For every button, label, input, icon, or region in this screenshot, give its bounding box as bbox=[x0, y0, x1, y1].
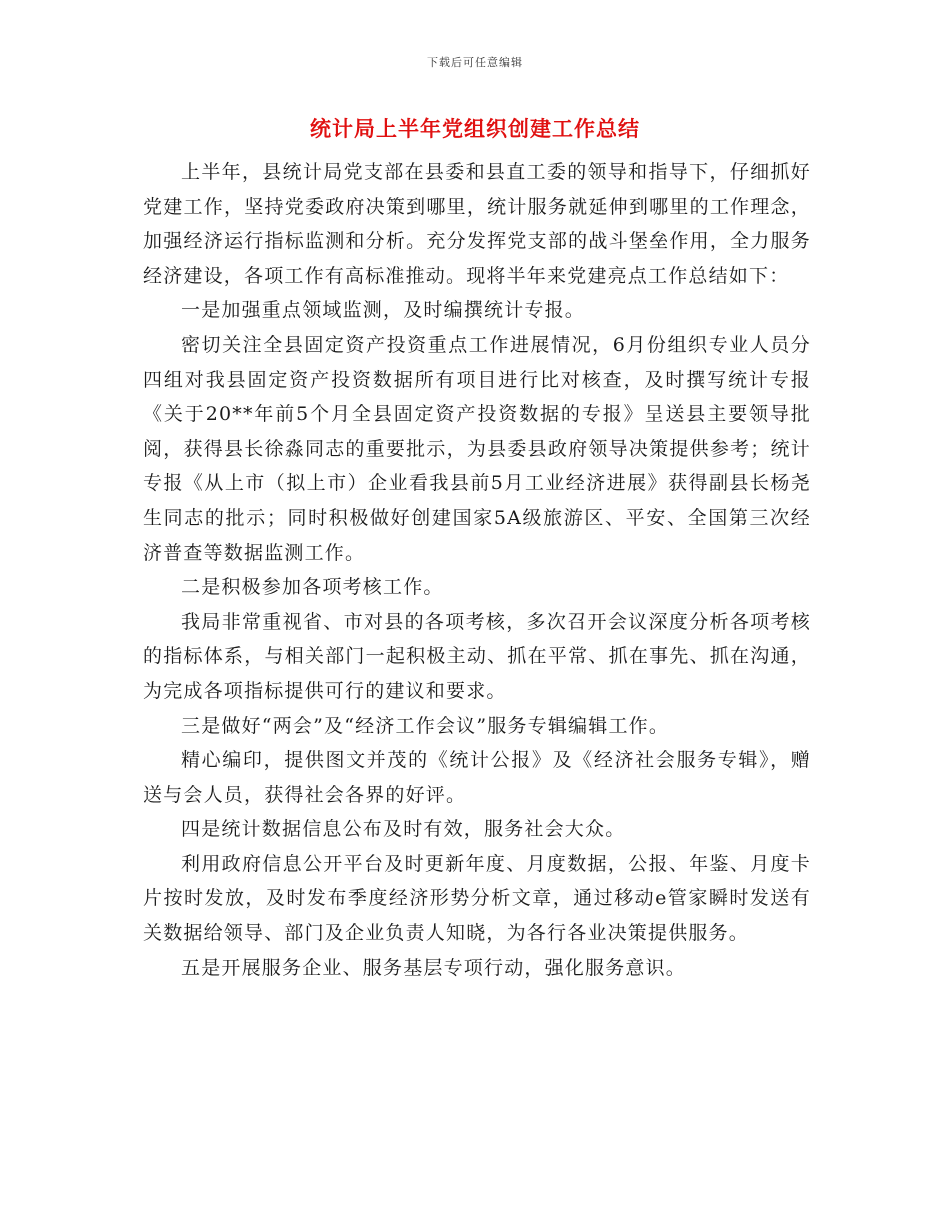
document-body bbox=[143, 155, 811, 985]
section-heading-5: 五是开展服务企业、服务基层专项行动，强化服务意识。 bbox=[181, 956, 687, 979]
paragraph-section-1: 密切关注全县固定资产投资重点工作进展情况，6月份组织专业人员分四组对我县固定资产投资数据所有项目进行比对核查，及时撰写统计专报《关于20**年前5个月全县固定资产投资数据的专报》呈送县主要领导批阅，获得县长徐淼同志的重要批示，为县委县政府领导决策提供参考；统计专报《从上市（拟上市）企业看我县前5月工业经济进展》获得副县长杨尧生同志的批示；同时积极做好创建国家5A级旅游区、平安、全国第三次经济普查等数据监测工作。 bbox=[143, 333, 811, 564]
section-heading-3: 三是做好“两会”及“经济工作会议”服务专辑编辑工作。 bbox=[181, 714, 670, 737]
paragraph-section-4: 利用政府信息公开平台及时更新年度、月度数据，公报、年鉴、月度卡片按时发放，及时发布季度经济形势分析文章，通过移动e管家瞬时发送有关数据给领导、部门及企业负责人知晓，为各行各业决策提供服务。 bbox=[143, 852, 811, 945]
paragraph-intro: 上半年，县统计局党支部在县委和县直工委的领导和指导下，仔细抓好党建工作，坚持党委政府决策到哪里，统计服务就延伸到哪里的工作理念，加强经济运行指标监测和分析。充分发挥党支部的战斗堡垒作用，全力服务经济建设，各项工作有高标准推动。现将半年来党建亮点工作总结如下： bbox=[143, 161, 811, 287]
section-heading-1: 一是加强重点领域监测，及时编撰统计专报。 bbox=[181, 299, 586, 322]
document-title: 统计局上半年党组织创建工作总结 bbox=[310, 116, 640, 141]
paragraph-section-3: 精心编印，提供图文并茂的《统计公报》及《经济社会服务专辑》，赠送与会人员，获得社会各界的好评。 bbox=[143, 749, 811, 806]
paragraph-section-2: 我局非常重视省、市对县的各项考核，多次召开会议深度分析各项考核的指标体系，与相关部门一起积极主动、抓在平常、抓在事先、抓在沟通，为完成各项指标提供可行的建议和要求。 bbox=[143, 610, 811, 702]
section-heading-2: 二是积极参加各项考核工作。 bbox=[181, 576, 444, 599]
section-heading-4: 四是统计数据信息公布及时有效，服务社会大众。 bbox=[181, 818, 626, 841]
header-note: 下载后可任意编辑 bbox=[427, 56, 523, 69]
